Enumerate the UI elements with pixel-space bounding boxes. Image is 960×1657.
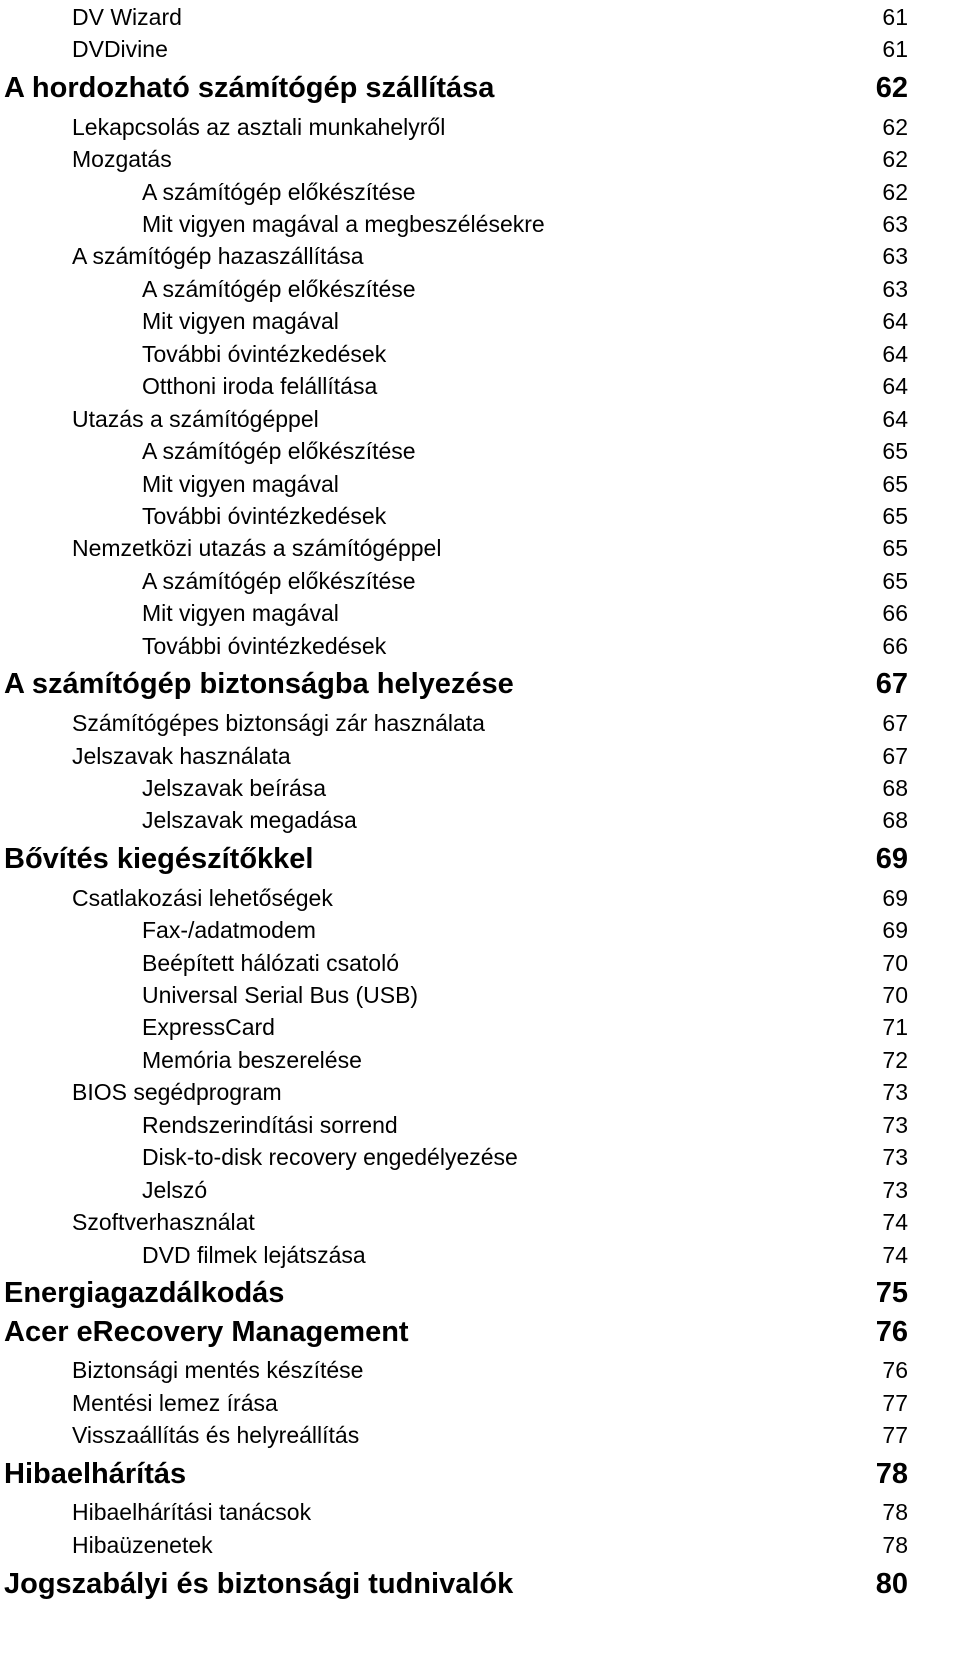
toc-page-number: 76 xyxy=(875,1316,908,1348)
toc-entry-title: Memória beszerelése xyxy=(142,1047,362,1073)
toc-entry[interactable] xyxy=(0,739,960,773)
toc-entry-title: Mit vigyen magával xyxy=(142,600,339,626)
toc-entry-title: A számítógép előkészítése xyxy=(142,568,416,594)
toc-entry-title: Jelszavak beírása xyxy=(142,775,327,801)
toc-entry[interactable] xyxy=(0,239,960,273)
toc-page-number: 64 xyxy=(882,406,908,432)
toc-page-number: 77 xyxy=(882,1422,908,1448)
toc-entry-title: Számítógépes biztonsági zár használata xyxy=(72,710,485,736)
toc-entry-title: A számítógép előkészítése xyxy=(142,438,416,464)
toc-page-number: 68 xyxy=(882,775,908,801)
toc-page-number: 64 xyxy=(882,308,908,334)
toc-entry[interactable] xyxy=(0,564,960,598)
toc-entry[interactable] xyxy=(0,369,960,403)
toc-entry-title: A számítógép előkészítése xyxy=(142,276,416,302)
toc-entry[interactable] xyxy=(0,499,960,533)
toc-entry-title: Energiagazdálkodás xyxy=(4,1277,285,1309)
toc-entry-title: Fax-/adatmodem xyxy=(142,917,316,943)
toc-entry-title: Jelszavak megadása xyxy=(142,807,357,833)
toc-entry[interactable] xyxy=(0,467,960,501)
toc-entry-title: További óvintézkedések xyxy=(142,341,387,367)
toc-page-number: 78 xyxy=(882,1532,908,1558)
toc-page-number: 67 xyxy=(875,668,908,700)
toc-page-number: 73 xyxy=(882,1079,908,1105)
toc-entry-title: Visszaállítás és helyreállítás xyxy=(72,1422,360,1448)
toc-page-number: 73 xyxy=(882,1144,908,1170)
toc-page-number: 73 xyxy=(882,1177,908,1203)
toc-entry-title: Lekapcsolás az asztali munkahelyről xyxy=(72,114,446,140)
toc-entry-title: További óvintézkedések xyxy=(142,633,387,659)
toc-page-number: 65 xyxy=(882,471,908,497)
toc-entry[interactable] xyxy=(0,1238,960,1272)
toc-chapter-entry[interactable] xyxy=(0,1276,960,1310)
toc-entry-title: További óvintézkedések xyxy=(142,503,387,529)
toc-chapter-entry[interactable] xyxy=(0,842,960,876)
toc-entry[interactable] xyxy=(0,1043,960,1077)
toc-page-number: 62 xyxy=(882,179,908,205)
toc-entry[interactable] xyxy=(0,978,960,1012)
toc-entry[interactable] xyxy=(0,110,960,144)
toc-page-number: 66 xyxy=(882,633,908,659)
toc-entry[interactable] xyxy=(0,881,960,915)
toc-entry-title: BIOS segédprogram xyxy=(72,1079,282,1105)
toc-entry[interactable] xyxy=(0,272,960,306)
toc-page-number: 78 xyxy=(875,1458,908,1490)
toc-page-number: 62 xyxy=(882,114,908,140)
toc-entry-title: Jogszabályi és biztonsági tudnivalók xyxy=(4,1568,514,1600)
toc-entry-title: Disk-to-disk recovery engedélyezése xyxy=(142,1144,518,1170)
toc-page-number: 73 xyxy=(882,1112,908,1138)
toc-entry[interactable] xyxy=(0,402,960,436)
toc-page-number: 65 xyxy=(882,568,908,594)
toc-chapter-entry[interactable] xyxy=(0,1457,960,1491)
toc-entry-title: Mit vigyen magával xyxy=(142,308,339,334)
toc-entry-title: Acer eRecovery Management xyxy=(4,1316,409,1348)
toc-page-number: 65 xyxy=(882,438,908,464)
toc-page-number: 69 xyxy=(882,917,908,943)
toc-entry[interactable] xyxy=(0,629,960,663)
toc-page-number: 77 xyxy=(882,1390,908,1416)
toc-page-number: 70 xyxy=(882,950,908,976)
toc-entry-title: Hibaelhárítás xyxy=(4,1458,187,1490)
toc-entry-title: Bővítés kiegészítőkkel xyxy=(4,843,314,875)
toc-entry-title: Mit vigyen magával a megbeszélésekre xyxy=(142,211,545,237)
toc-entry-title: Biztonsági mentés készítése xyxy=(72,1357,364,1383)
toc-entry-title: Mozgatás xyxy=(72,146,172,172)
toc-entry[interactable] xyxy=(0,1353,960,1387)
toc-entry[interactable] xyxy=(0,1108,960,1142)
toc-entry[interactable] xyxy=(0,175,960,209)
toc-entry-title: A számítógép hazaszállítása xyxy=(72,243,364,269)
toc-entry-title: Utazás a számítógéppel xyxy=(72,406,319,432)
toc-entry[interactable] xyxy=(0,1386,960,1420)
toc-entry-title: A hordozható számítógép szállítása xyxy=(4,72,495,104)
toc-entry-title: Jelszavak használata xyxy=(72,743,291,769)
toc-entry-title: Mit vigyen magával xyxy=(142,471,339,497)
toc-page-number: 64 xyxy=(882,373,908,399)
toc-entry-title: Hibaelhárítási tanácsok xyxy=(72,1499,312,1525)
toc-page-number: 69 xyxy=(882,885,908,911)
toc-entry[interactable] xyxy=(0,596,960,630)
toc-entry[interactable] xyxy=(0,803,960,837)
toc-entry[interactable] xyxy=(0,337,960,371)
toc-entry[interactable] xyxy=(0,913,960,947)
toc-chapter-entry[interactable] xyxy=(0,71,960,105)
toc-entry-title: DV Wizard xyxy=(72,4,182,30)
toc-entry-title: Szoftverhasználat xyxy=(72,1209,255,1235)
toc-entry[interactable] xyxy=(0,1173,960,1207)
toc-page-number: 80 xyxy=(875,1568,908,1600)
toc-entry-title: Rendszerindítási sorrend xyxy=(142,1112,398,1138)
toc-entry[interactable] xyxy=(0,1528,960,1562)
toc-page-number: 76 xyxy=(882,1357,908,1383)
toc-entry-title: ExpressCard xyxy=(142,1014,275,1040)
toc-chapter-entry[interactable] xyxy=(0,1315,960,1349)
toc-entry-title: Csatlakozási lehetőségek xyxy=(72,885,333,911)
toc-entry-title: Hibaüzenetek xyxy=(72,1532,213,1558)
toc-entry[interactable] xyxy=(0,434,960,468)
toc-entry[interactable] xyxy=(0,1010,960,1044)
toc-entry-title: Otthoni iroda felállítása xyxy=(142,373,378,399)
toc-page-number: 75 xyxy=(875,1277,908,1309)
toc-entry[interactable] xyxy=(0,207,960,241)
toc-entry[interactable] xyxy=(0,1495,960,1529)
toc-page-number: 65 xyxy=(882,503,908,529)
toc-page-number: 63 xyxy=(882,276,908,302)
toc-entry[interactable] xyxy=(0,1418,960,1452)
toc-entry[interactable] xyxy=(0,531,960,565)
toc-entry-title: DVDivine xyxy=(72,36,168,62)
toc-entry-title: A számítógép előkészítése xyxy=(142,179,416,205)
toc-page-number: 74 xyxy=(882,1242,908,1268)
toc-page-number: 67 xyxy=(882,710,908,736)
toc-page-number: 61 xyxy=(882,36,908,62)
toc-page-number: 69 xyxy=(875,843,908,875)
toc-entry-title: DVD filmek lejátszása xyxy=(142,1242,366,1268)
toc-page-number: 63 xyxy=(882,211,908,237)
toc-page-number: 74 xyxy=(882,1209,908,1235)
toc-entry[interactable] xyxy=(0,32,960,66)
toc-page-number: 61 xyxy=(882,4,908,30)
toc-page-number: 62 xyxy=(882,146,908,172)
toc-page-number: 67 xyxy=(882,743,908,769)
toc-entry-title: A számítógép biztonságba helyezése xyxy=(4,668,514,700)
toc-page-number: 63 xyxy=(882,243,908,269)
toc-entry-title: Beépített hálózati csatoló xyxy=(142,950,399,976)
toc-chapter-entry[interactable] xyxy=(0,1567,960,1601)
toc-entry[interactable] xyxy=(0,706,960,740)
toc-entry[interactable] xyxy=(0,771,960,805)
toc-entry-title: Universal Serial Bus (USB) xyxy=(142,982,419,1008)
toc-entry[interactable] xyxy=(0,1140,960,1174)
toc-page-number: 78 xyxy=(882,1499,908,1525)
toc-entry[interactable] xyxy=(0,1075,960,1109)
toc-page-number: 72 xyxy=(882,1047,908,1073)
toc-page-number: 70 xyxy=(882,982,908,1008)
toc-page-number: 71 xyxy=(882,1014,908,1040)
toc-entry[interactable] xyxy=(0,142,960,176)
toc-entry-title: Mentési lemez írása xyxy=(72,1390,278,1416)
toc-page-number: 65 xyxy=(882,535,908,561)
toc-entry[interactable] xyxy=(0,946,960,980)
toc-page-number: 64 xyxy=(882,341,908,367)
toc-entry[interactable] xyxy=(0,304,960,338)
toc-page-number: 62 xyxy=(875,72,908,104)
toc-entry[interactable] xyxy=(0,0,960,34)
toc-page-number: 68 xyxy=(882,807,908,833)
toc-entry-title: Nemzetközi utazás a számítógéppel xyxy=(72,535,442,561)
toc-chapter-entry[interactable] xyxy=(0,667,960,701)
toc-entry[interactable] xyxy=(0,1205,960,1239)
toc-entry-title: Jelszó xyxy=(142,1177,208,1203)
toc-page-number: 66 xyxy=(882,600,908,626)
